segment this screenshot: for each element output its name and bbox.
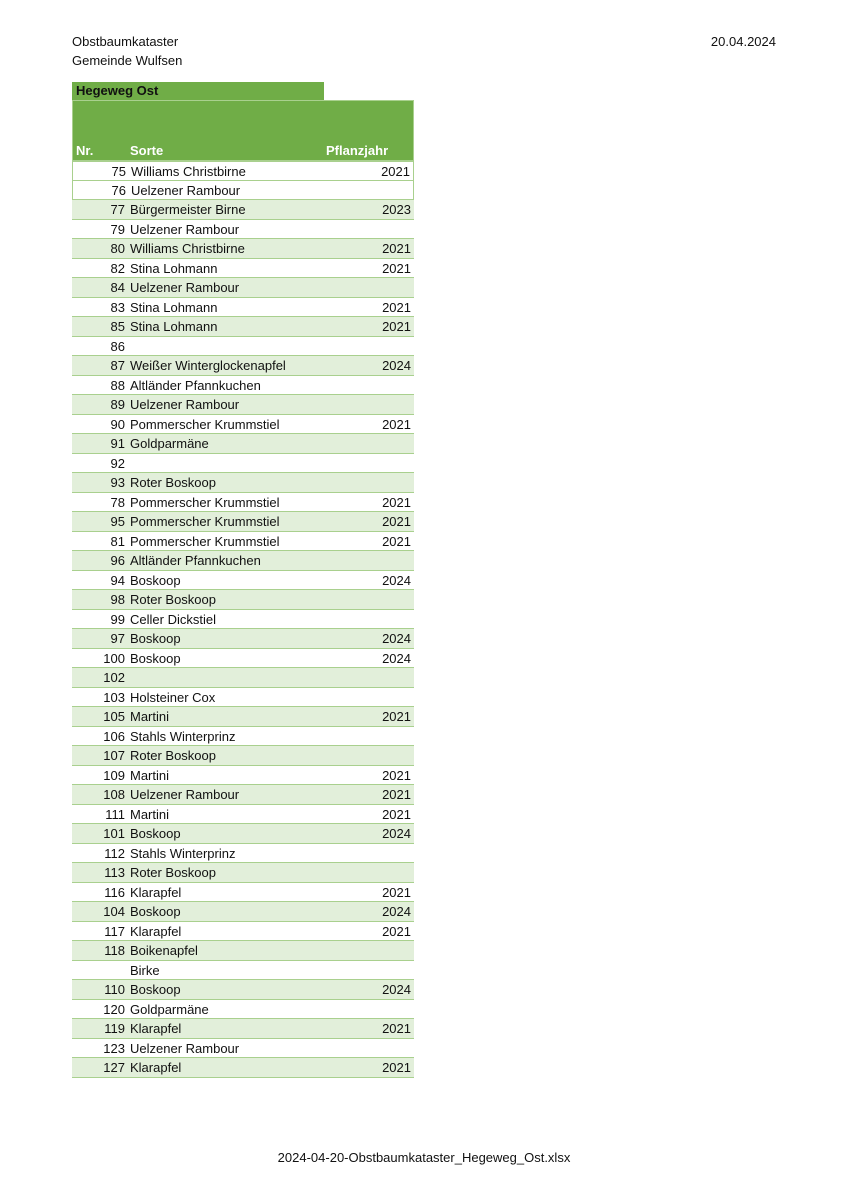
table-row xyxy=(72,181,414,201)
table-header xyxy=(72,100,414,161)
table-row xyxy=(72,161,414,181)
table-body xyxy=(72,161,414,1078)
cell-nr: 116 xyxy=(104,884,125,900)
cell-nr: 89 xyxy=(110,397,125,412)
document-title: Obstbaumkataster xyxy=(72,34,179,49)
cell-nr: 95 xyxy=(110,514,125,529)
cell-pflanzjahr: 2024 xyxy=(382,631,411,646)
cell-pflanzjahr: 2021 xyxy=(382,299,411,315)
cell-pflanzjahr: 2023 xyxy=(382,202,411,217)
table-row xyxy=(72,395,414,415)
cell-sorte: Klarapfel xyxy=(130,884,182,900)
cell-nr: 94 xyxy=(110,572,125,588)
table-row xyxy=(72,902,414,922)
cell-nr: 123 xyxy=(103,1040,125,1056)
cell-nr: 93 xyxy=(110,475,125,490)
cell-sorte: Stahls Winterprinz xyxy=(130,845,236,861)
cell-sorte: Stina Lohmann xyxy=(130,260,218,276)
cell-nr: 101 xyxy=(103,826,125,841)
cell-pflanzjahr: 2021 xyxy=(382,494,411,510)
cell-sorte: Celler Dickstiel xyxy=(130,611,216,627)
cell-pflanzjahr: 2021 xyxy=(382,260,411,276)
table-row xyxy=(72,200,414,220)
cell-nr: 105 xyxy=(103,709,125,724)
cell-nr: 84 xyxy=(110,280,125,295)
cell-nr: 86 xyxy=(110,338,125,354)
cell-nr: 112 xyxy=(104,845,125,861)
cell-nr: 100 xyxy=(103,650,125,666)
table-row xyxy=(72,493,414,513)
cell-pflanzjahr: 2021 xyxy=(382,241,411,256)
cell-pflanzjahr: 2021 xyxy=(381,164,410,179)
table-row xyxy=(72,454,414,474)
cell-nr: 83 xyxy=(110,299,125,315)
cell-nr: 81 xyxy=(110,533,125,549)
cell-nr: 75 xyxy=(111,164,126,179)
cell-sorte: Roter Boskoop xyxy=(130,748,216,763)
cell-sorte: Pommerscher Krummstiel xyxy=(130,416,280,432)
cell-sorte: Stina Lohmann xyxy=(130,319,218,334)
cell-sorte: Boskoop xyxy=(130,904,181,919)
table-row xyxy=(72,668,414,688)
cell-pflanzjahr: 2021 xyxy=(382,514,411,529)
cell-sorte: Altländer Pfannkuchen xyxy=(130,377,261,393)
cell-sorte: Birke xyxy=(130,962,160,978)
cell-pflanzjahr: 2021 xyxy=(382,1021,411,1036)
table-row xyxy=(72,376,414,396)
table-row xyxy=(72,883,414,903)
table-row xyxy=(72,629,414,649)
cell-sorte: Williams Christbirne xyxy=(130,241,245,256)
table-row xyxy=(72,317,414,337)
cell-sorte: Uelzener Rambour xyxy=(130,787,240,802)
table-row xyxy=(72,649,414,669)
table-row xyxy=(72,805,414,825)
table-row xyxy=(72,610,414,630)
cell-pflanzjahr: 2024 xyxy=(382,650,411,666)
cell-sorte: Altländer Pfannkuchen xyxy=(130,553,261,568)
table-row xyxy=(72,239,414,259)
table-row xyxy=(72,220,414,240)
table-row xyxy=(72,1019,414,1039)
cell-nr: 96 xyxy=(110,553,125,568)
table-row xyxy=(72,941,414,961)
cell-pflanzjahr: 2021 xyxy=(382,923,411,939)
cell-sorte: Klarapfel xyxy=(130,1021,182,1036)
cell-sorte: Pommerscher Krummstiel xyxy=(130,514,280,529)
table-row xyxy=(72,532,414,552)
cell-nr: 103 xyxy=(103,689,125,705)
table-row xyxy=(72,922,414,942)
cell-sorte: Boikenapfel xyxy=(130,943,198,958)
cell-sorte: Boskoop xyxy=(130,572,181,588)
cell-nr: 117 xyxy=(104,923,125,939)
column-header-nr: Nr. xyxy=(76,143,94,158)
table-row xyxy=(72,259,414,279)
table-row xyxy=(72,766,414,786)
cell-sorte: Stina Lohmann xyxy=(130,299,218,315)
cell-nr: 109 xyxy=(103,767,125,783)
cell-nr: 120 xyxy=(103,1001,125,1017)
cell-nr: 113 xyxy=(104,865,125,880)
cell-sorte: Roter Boskoop xyxy=(130,475,216,490)
cell-pflanzjahr: 2021 xyxy=(382,533,411,549)
table-row xyxy=(72,863,414,883)
table-row xyxy=(72,785,414,805)
cell-nr: 102 xyxy=(103,670,125,685)
table-row xyxy=(72,434,414,454)
cell-nr: 76 xyxy=(111,182,126,198)
document-header xyxy=(72,32,182,70)
cell-pflanzjahr: 2021 xyxy=(382,806,411,822)
table-row xyxy=(72,844,414,864)
file-name-footer: 2024-04-20-Obstbaumkataster_Hegeweg_Ost.xlsx xyxy=(277,1150,571,1165)
cell-nr: 127 xyxy=(103,1060,125,1075)
cell-sorte: Boskoop xyxy=(130,650,181,666)
cell-nr: 98 xyxy=(110,592,125,607)
cell-pflanzjahr: 2021 xyxy=(382,884,411,900)
cell-sorte: Klarapfel xyxy=(130,1060,182,1075)
cell-sorte: Uelzener Rambour xyxy=(131,182,241,198)
column-header-sorte: Sorte xyxy=(130,143,164,158)
cell-sorte: Klarapfel xyxy=(130,923,182,939)
cell-sorte: Uelzener Rambour xyxy=(130,221,240,237)
cell-pflanzjahr: 2024 xyxy=(382,358,411,373)
cell-sorte: Stahls Winterprinz xyxy=(130,728,236,744)
cell-pflanzjahr: 2021 xyxy=(382,416,411,432)
table-row xyxy=(72,824,414,844)
table-row xyxy=(72,356,414,376)
cell-pflanzjahr: 2024 xyxy=(382,572,411,588)
table-row xyxy=(72,571,414,591)
column-header-pflanzjahr: Pflanzjahr xyxy=(326,143,389,158)
cell-pflanzjahr: 2021 xyxy=(382,319,411,334)
cell-sorte: Bürgermeister Birne xyxy=(130,202,246,217)
table-row xyxy=(72,746,414,766)
table-row xyxy=(72,1039,414,1059)
cell-pflanzjahr: 2021 xyxy=(382,787,411,802)
cell-nr: 90 xyxy=(110,416,125,432)
cell-nr: 110 xyxy=(104,982,125,997)
cell-nr: 85 xyxy=(110,319,125,334)
cell-sorte: Weißer Winterglockenapfel xyxy=(130,358,286,373)
cell-nr: 119 xyxy=(104,1021,125,1036)
table-row xyxy=(72,1000,414,1020)
cell-sorte: Martini xyxy=(130,806,170,822)
cell-sorte: Goldparmäne xyxy=(130,1001,209,1017)
table-row xyxy=(72,298,414,318)
cell-sorte: Goldparmäne xyxy=(130,436,209,451)
document-date: 20.04.2024 xyxy=(710,34,776,49)
cell-nr: 77 xyxy=(110,202,125,217)
table-row xyxy=(72,688,414,708)
cell-pflanzjahr: 2024 xyxy=(382,826,411,841)
cell-nr: 91 xyxy=(110,436,125,451)
cell-nr: 99 xyxy=(110,611,125,627)
cell-sorte: Uelzener Rambour xyxy=(130,1040,240,1056)
cell-nr: 97 xyxy=(110,631,125,646)
cell-nr: 79 xyxy=(110,221,125,237)
table-row xyxy=(72,1058,414,1078)
cell-sorte: Boskoop xyxy=(130,982,181,997)
table-row xyxy=(72,980,414,1000)
cell-nr: 104 xyxy=(103,904,125,919)
cell-sorte: Pommerscher Krummstiel xyxy=(130,533,280,549)
cell-pflanzjahr: 2021 xyxy=(382,1060,411,1075)
cell-nr: 108 xyxy=(103,787,125,802)
municipality-name: Gemeinde Wulfsen xyxy=(72,53,183,68)
cell-sorte: Boskoop xyxy=(130,826,181,841)
table-row xyxy=(72,512,414,532)
cell-sorte: Roter Boskoop xyxy=(130,865,216,880)
cell-nr: 106 xyxy=(103,728,125,744)
cell-sorte: Martini xyxy=(130,767,170,783)
cell-nr: 118 xyxy=(104,943,125,958)
cell-nr: 82 xyxy=(110,260,125,276)
cell-nr: 92 xyxy=(110,455,125,471)
cell-pflanzjahr: 2024 xyxy=(382,982,411,997)
cell-sorte: Roter Boskoop xyxy=(130,592,216,607)
cell-pflanzjahr: 2021 xyxy=(382,767,411,783)
cell-sorte: Boskoop xyxy=(130,631,181,646)
table-row xyxy=(72,707,414,727)
table-row xyxy=(72,961,414,981)
cell-nr: 107 xyxy=(103,748,125,763)
cell-sorte: Pommerscher Krummstiel xyxy=(130,494,280,510)
sheet-title: Hegeweg Ost xyxy=(72,82,324,100)
cell-pflanzjahr: 2024 xyxy=(382,904,411,919)
cell-pflanzjahr: 2021 xyxy=(382,709,411,724)
table-row xyxy=(72,278,414,298)
cell-nr: 88 xyxy=(110,377,125,393)
table-row xyxy=(72,590,414,610)
cell-sorte: Uelzener Rambour xyxy=(130,280,240,295)
cell-nr: 78 xyxy=(110,494,125,510)
cell-sorte: Holsteiner Cox xyxy=(130,689,216,705)
table-row xyxy=(72,473,414,493)
table-row xyxy=(72,337,414,357)
cell-nr: 80 xyxy=(110,241,125,256)
table-row xyxy=(72,415,414,435)
table-row xyxy=(72,727,414,747)
cell-sorte: Williams Christbirne xyxy=(131,164,246,179)
cell-nr: 111 xyxy=(105,806,125,822)
table-row xyxy=(72,551,414,571)
cell-sorte: Martini xyxy=(130,709,170,724)
cell-nr: 87 xyxy=(110,358,125,373)
cell-sorte: Uelzener Rambour xyxy=(130,397,240,412)
